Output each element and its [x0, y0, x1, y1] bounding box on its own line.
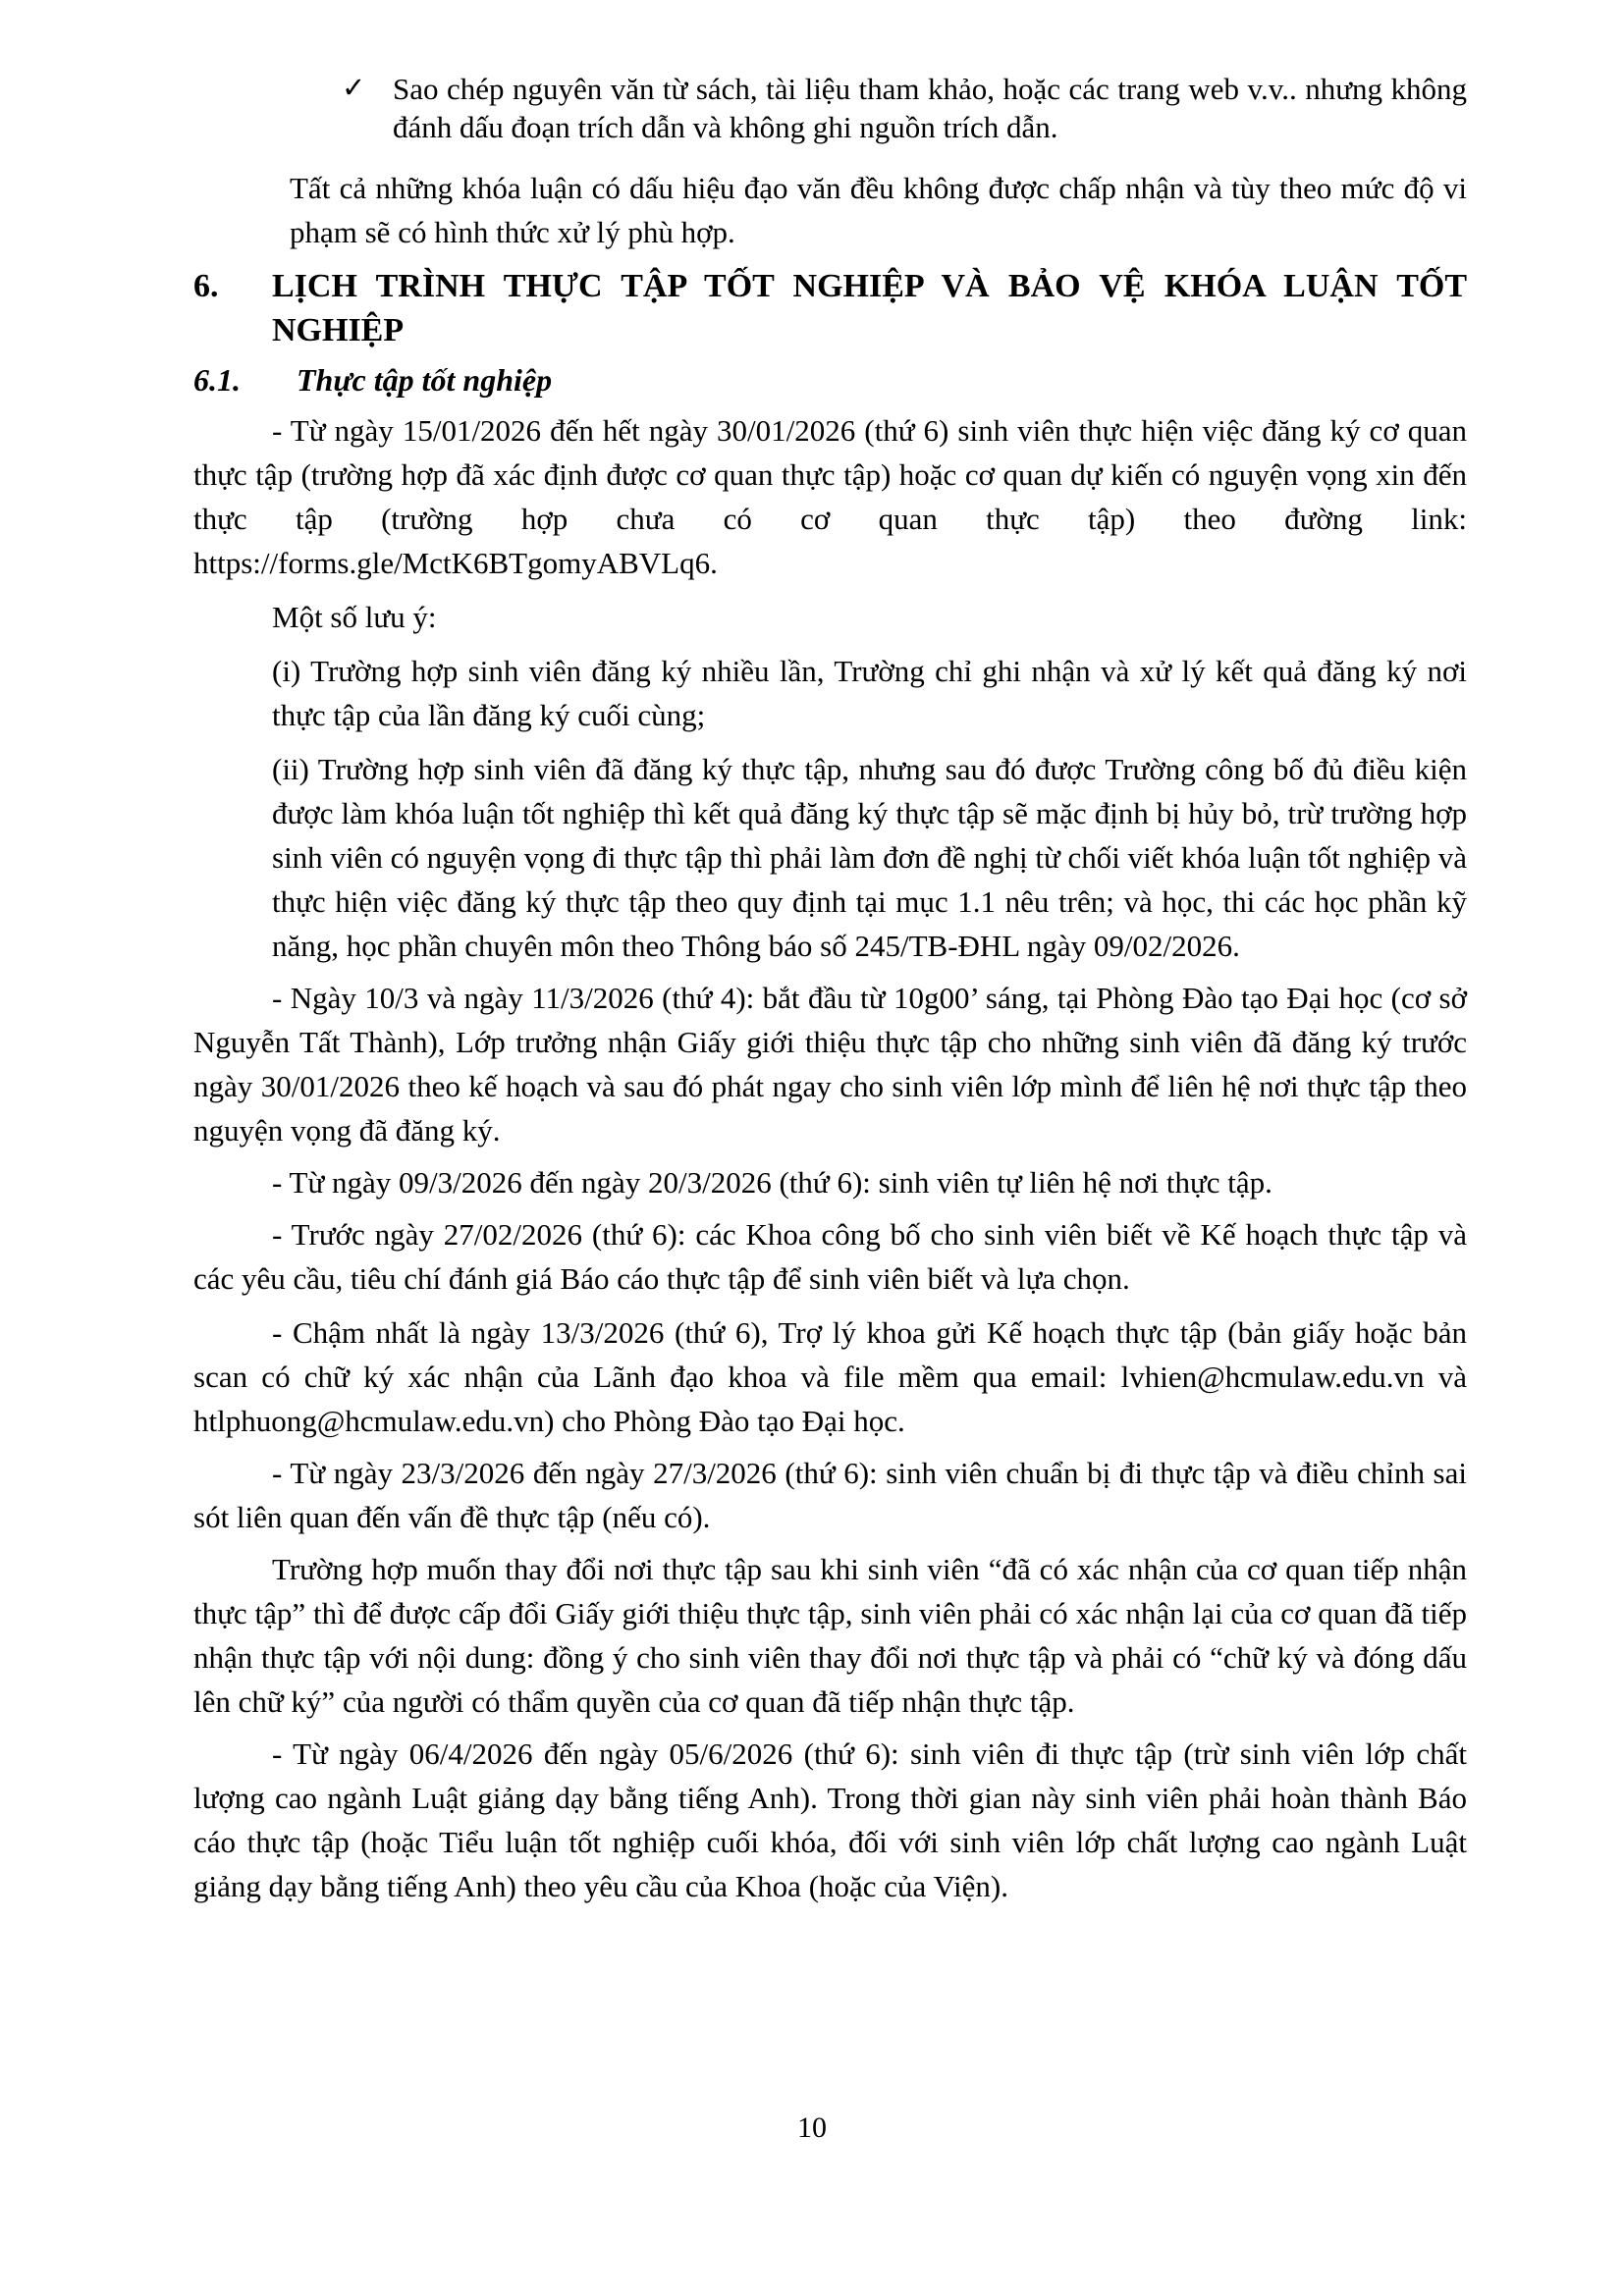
section-6-1-heading	[193, 358, 1467, 402]
document-content	[193, 70, 1467, 1908]
paragraph-plagiarism-note: Tất cả những khóa luận có dấu hiệu đạo văn đều không được chấp nhận và tùy theo mức độ vi phạm sẽ có hình thức xử lý phù hợp.	[290, 171, 1467, 249]
paragraph-faculty-announcement: - Trước ngày 27/02/2026 (thứ 6): các Khoa công bố cho sinh viên biết về Kế hoạch thực tập và các yêu cầu, tiêu chí đánh giá Báo cáo thực tập để sinh viên biết và lựa chọn.	[193, 1217, 1467, 1296]
paragraph-self-contact: - Từ ngày 09/3/2026 đến ngày 20/3/2026 (thứ 6): sinh viên tự liên hệ nơi thực tập.	[272, 1165, 1272, 1200]
notes-label: Một số lưu ý:	[272, 600, 437, 634]
checkmark-icon: ✓	[342, 73, 366, 104]
note-item-ii: (ii) Trường hợp sinh viên đã đăng ký thực tập, nhưng sau đó được Trường công bố đủ điều kiện được làm khóa luận tốt nghiệp thì kết quả đăng ký thực tập sẽ mặc định bị hủy bỏ, trừ trường hợp sinh viên có nguyện vọng đi thực tập thì phải làm đơn đề nghị từ chối viết khóa luận tốt nghiệp và thực hiện việc đăng ký thực tập theo quy định tại mục 1.1 nêu trên; và học, thi các học phần kỹ năng, học phần chuyên môn theo Thông báo số 245/TB-ĐHL ngày 09/02/2026.	[272, 752, 1467, 963]
paragraph-internship-period: - Từ ngày 06/4/2026 đến ngày 05/6/2026 (thứ 6): sinh viên đi thực tập (trừ sinh viên lớp chất lượng cao ngành Luật giảng dạy bằng tiếng Anh). Trong thời gian này sinh viên phải hoàn thành Báo cáo thực tập (hoặc Tiểu luận tốt nghiệp cuối khóa, đối với sinh viên lớp chất lượng cao ngành Luật giảng dạy bằng tiếng Anh) theo yêu cầu của Khoa (hoặc của Viện).	[193, 1736, 1467, 1903]
note-item-i: (i) Trường hợp sinh viên đăng ký nhiều lần, Trường chỉ ghi nhận và xử lý kết quả đăng ký nơi thực tập của lần đăng ký cuối cùng;	[272, 654, 1467, 732]
checklist-item	[342, 70, 1467, 146]
paragraph-preparation: - Từ ngày 23/3/2026 đến ngày 27/3/2026 (thứ 6): sinh viên chuẩn bị đi thực tập và điều chỉnh sai sót liên quan đến vấn đề thực tập (nếu có).	[193, 1456, 1467, 1534]
checklist-item-text: Sao chép nguyên văn từ sách, tài liệu tham khảo, hoặc các trang web v.v.. nhưng không đánh dấu đoạn trích dẫn và không ghi nguồn trích dẫn.	[393, 72, 1467, 144]
section-6-1-title: Thực tập tốt nghiệp	[297, 362, 553, 398]
section-6-1-number: 6.1.	[193, 362, 241, 398]
page-number: 10	[797, 2111, 827, 2144]
section-6-title: LỊCH TRÌNH THỰC TẬP TỐT NGHIỆP VÀ BẢO VỆ KHÓA LUẬN TỐT NGHIỆP	[272, 268, 1467, 348]
section-6-heading	[193, 264, 1467, 352]
paragraph-registration-period: - Từ ngày 15/01/2026 đến hết ngày 30/01/2026 (thứ 6) sinh viên thực hiện việc đăng ký cơ quan thực tập (trường hợp đã xác định được cơ quan thực tập) hoặc cơ quan dự kiến có nguyện vọng xin đến thực tập (trường hợp chưa có cơ quan thực tập) theo đường link: https://forms.gle/MctK6BTgomyABVLq6.	[193, 413, 1467, 580]
paragraph-change-location: Trường hợp muốn thay đổi nơi thực tập sau khi sinh viên “đã có xác nhận của cơ quan tiếp nhận thực tập” thì để được cấp đổi Giấy giới thiệu thực tập, sinh viên phải có xác nhận lại của cơ quan đã tiếp nhận thực tập với nội dung: đồng ý cho sinh viên thay đổi nơi thực tập và phải có “chữ ký và đóng dấu lên chữ ký” của người có thẩm quyền của cơ quan đã tiếp nhận thực tập.	[193, 1552, 1467, 1719]
paragraph-plan-submission: - Chậm nhất là ngày 13/3/2026 (thứ 6), Trợ lý khoa gửi Kế hoạch thực tập (bản giấy hoặc bản scan có chữ ký xác nhận của Lãnh đạo khoa và file mềm qua email: lvhien@hcmulaw.edu.vn và htlphuong@hcmulaw.edu.vn) cho Phòng Đào tạo Đại học.	[193, 1315, 1467, 1438]
section-6-number: 6.	[193, 268, 219, 304]
paragraph-letter-pickup: - Ngày 10/3 và ngày 11/3/2026 (thứ 4): bắt đầu từ 10g00’ sáng, tại Phòng Đào tạo Đại học (cơ sở Nguyễn Tất Thành), Lớp trưởng nhận Giấy giới thiệu thực tập cho những sinh viên đã đăng ký trước ngày 30/01/2026 theo kế hoạch và sau đó phát ngay cho sinh viên lớp mình để liên hệ nơi thực tập theo nguyện vọng đã đăng ký.	[193, 981, 1467, 1148]
